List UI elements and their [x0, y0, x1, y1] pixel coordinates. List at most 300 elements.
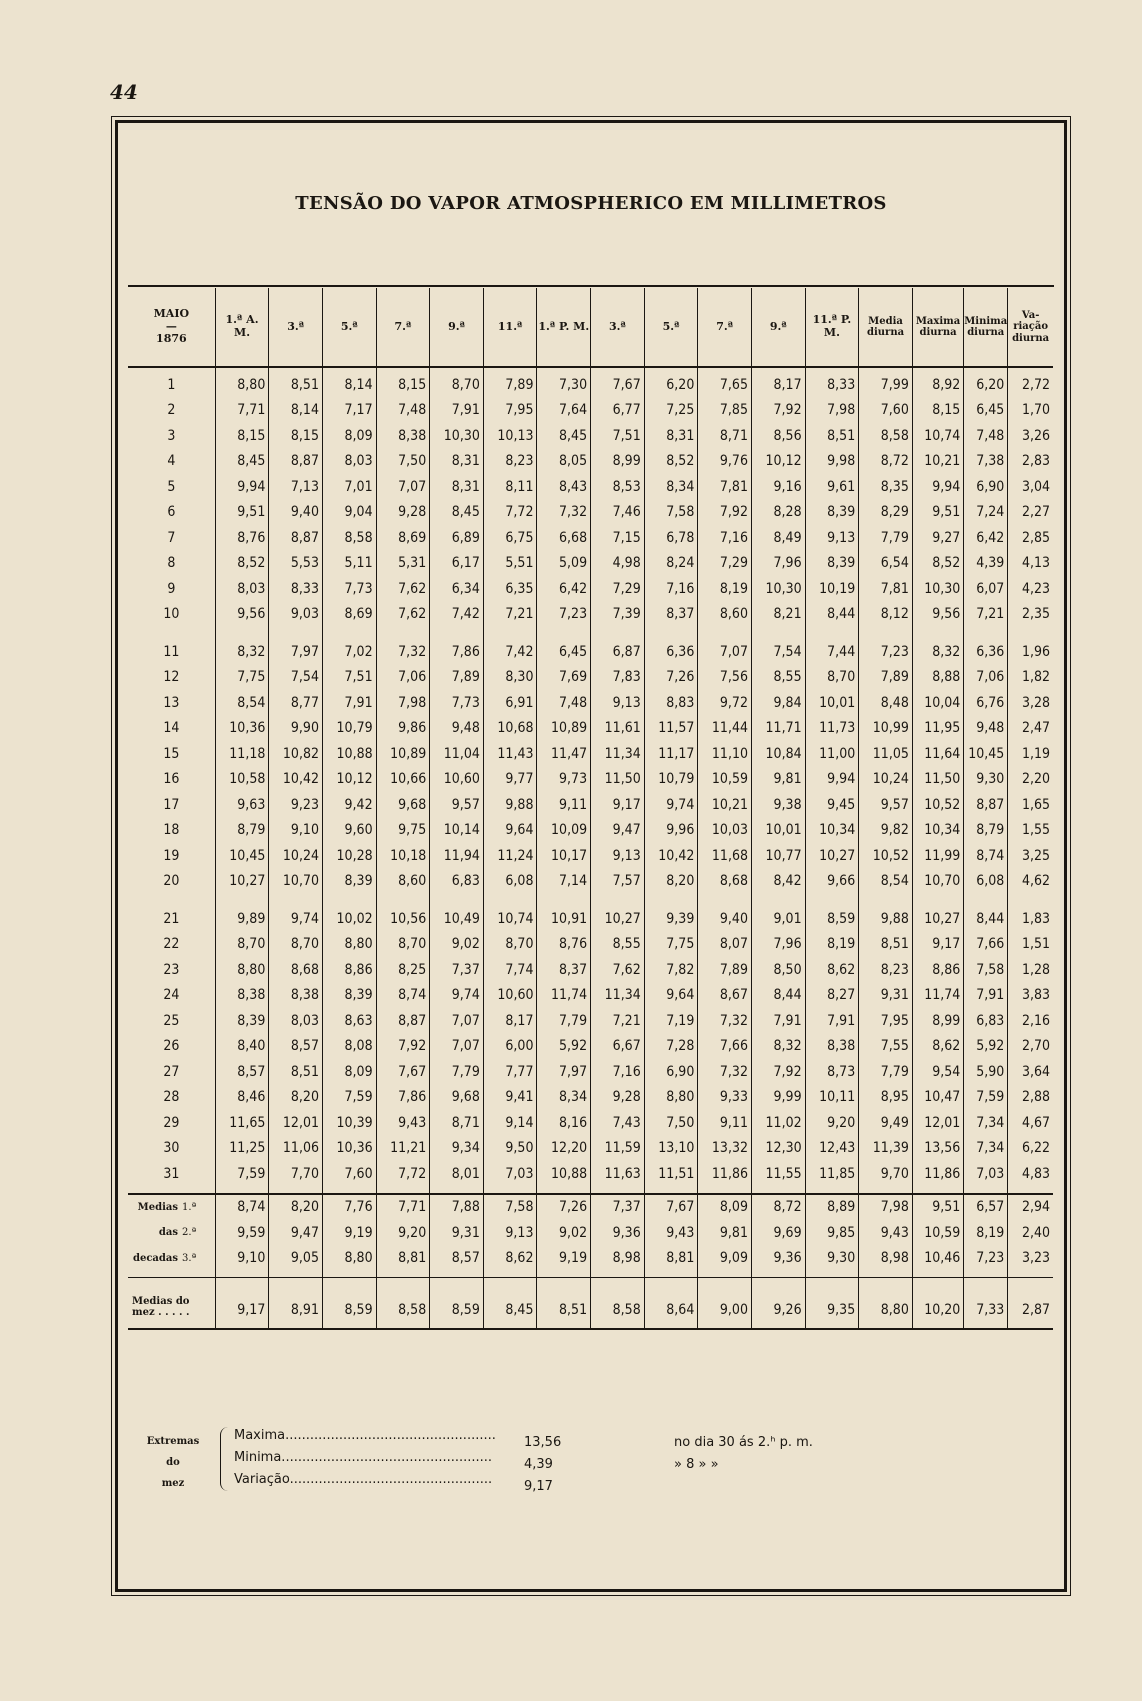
spacer-cell	[912, 1324, 963, 1329]
value-cell: 7,73	[430, 690, 484, 716]
extreme-value: 13,56	[524, 1435, 562, 1450]
value-cell: 10,27	[591, 906, 645, 932]
spacer-cell	[964, 1324, 1008, 1329]
value-cell: 8,60	[698, 602, 752, 628]
spacer-cell	[322, 1187, 376, 1194]
value-cell: 7,65	[698, 367, 752, 398]
value-cell: 7,88	[430, 1194, 484, 1221]
value-cell: 10,60	[483, 983, 537, 1009]
value-cell: 10,74	[483, 906, 537, 932]
value-cell: 7,23	[537, 602, 591, 628]
value-cell: 7,58	[644, 500, 698, 526]
header-col: 1.ª A. M.	[215, 288, 269, 367]
value-cell: 7,01	[322, 474, 376, 500]
value-cell: 7,29	[698, 551, 752, 577]
value-cell: 9,16	[751, 474, 805, 500]
value-cell: 8,72	[751, 1194, 805, 1221]
value-cell: 8,52	[912, 551, 963, 577]
value-cell: 13,56	[912, 1136, 963, 1162]
header-col: 3.ª	[591, 288, 645, 367]
value-cell: 11,95	[912, 716, 963, 742]
value-cell: 8,38	[376, 423, 430, 449]
value-cell: 7,50	[644, 1110, 698, 1136]
value-cell: 9,63	[215, 792, 269, 818]
value-cell: 8,60	[376, 869, 430, 895]
value-cell: 8,28	[751, 500, 805, 526]
table-row	[128, 690, 1053, 716]
spacer-cell	[128, 1324, 215, 1329]
value-cell: 7,16	[591, 1059, 645, 1085]
value-cell: 8,81	[644, 1246, 698, 1272]
value-cell: 10,56	[376, 906, 430, 932]
value-cell: 9,85	[805, 1220, 859, 1246]
value-cell: 9,28	[376, 500, 430, 526]
value-cell: 12,01	[269, 1110, 323, 1136]
value-cell: 4,39	[964, 551, 1008, 577]
value-cell: 8,86	[912, 957, 963, 983]
day-cell: 10	[128, 602, 215, 628]
value-cell: 6,83	[430, 869, 484, 895]
value-cell: 8,89	[805, 1194, 859, 1221]
value-cell: 8,79	[215, 818, 269, 844]
mez-row	[128, 1278, 1053, 1325]
value-cell: 11,18	[215, 741, 269, 767]
value-cell: 1,83	[1021, 910, 1050, 927]
spacer-cell	[1008, 1187, 1053, 1194]
value-cell: 9,17	[591, 792, 645, 818]
value-cell: 11,61	[591, 716, 645, 742]
value-cell: 7,57	[591, 869, 645, 895]
value-cell: 9,96	[644, 818, 698, 844]
value-cell: 8,44	[964, 906, 1008, 932]
spacer-cell	[537, 627, 591, 639]
value-cell: 11,24	[483, 843, 537, 869]
value-cell: 9,47	[591, 818, 645, 844]
value-cell: 7,59	[964, 1085, 1008, 1111]
value-cell: 8,91	[269, 1278, 323, 1325]
value-cell: 10,79	[644, 767, 698, 793]
value-cell: 9,43	[376, 1110, 430, 1136]
value-cell: 7,21	[483, 602, 537, 628]
extreme-value: 9,17	[524, 1479, 553, 1494]
value-cell: 7,69	[537, 665, 591, 691]
value-cell: 9,57	[859, 792, 913, 818]
table-row	[128, 551, 1053, 577]
value-cell: 7,48	[376, 398, 430, 424]
value-cell: 10,30	[912, 576, 963, 602]
value-cell: 9,72	[698, 690, 752, 716]
value-cell: 7,59	[322, 1085, 376, 1111]
spacer-cell	[537, 894, 591, 906]
value-cell: 8,19	[964, 1220, 1008, 1246]
value-cell: 12,01	[912, 1110, 963, 1136]
value-cell: 8,80	[322, 1246, 376, 1272]
value-cell: 9,88	[483, 792, 537, 818]
value-cell: 10,45	[215, 843, 269, 869]
value-cell: 8,57	[430, 1246, 484, 1272]
value-cell: 7,17	[322, 398, 376, 424]
extremes-label-line: mez	[161, 1478, 185, 1489]
value-cell: 4,83	[1021, 1165, 1050, 1182]
header-col: Minima diurna	[964, 288, 1008, 367]
value-cell: 10,01	[751, 818, 805, 844]
value-cell: 7,42	[483, 639, 537, 665]
value-cell: 7,23	[859, 639, 913, 665]
brace	[220, 1427, 229, 1491]
value-cell: 9,94	[215, 474, 269, 500]
value-cell: 1,82	[1021, 669, 1050, 686]
table-row	[128, 869, 1053, 895]
value-cell: 8,29	[859, 500, 913, 526]
table-row	[128, 525, 1053, 551]
header-col: 7.ª	[698, 288, 752, 367]
value-cell: 7,70	[269, 1161, 323, 1187]
value-cell: 10,24	[269, 843, 323, 869]
value-cell: 9,39	[644, 906, 698, 932]
value-cell: 9,48	[964, 716, 1008, 742]
table-row	[128, 423, 1053, 449]
value-cell: 9,30	[964, 767, 1008, 793]
value-cell: 9,47	[269, 1220, 323, 1246]
value-cell: 7,42	[430, 602, 484, 628]
value-cell: 7,77	[483, 1059, 537, 1085]
value-cell: 11,74	[912, 983, 963, 1009]
value-cell: 7,50	[376, 449, 430, 475]
value-cell: 7,91	[751, 1008, 805, 1034]
value-cell: 8,51	[805, 423, 859, 449]
value-cell: 8,73	[805, 1059, 859, 1085]
extreme-row-minima	[234, 1447, 719, 1472]
value-cell: 8,52	[215, 551, 269, 577]
value-cell: 7,89	[859, 665, 913, 691]
extremes-label-line: Extremas	[146, 1436, 200, 1447]
day-cell: 1	[128, 367, 215, 398]
day-cell: 27	[128, 1059, 215, 1085]
value-cell: 8,30	[483, 665, 537, 691]
value-cell: 7,89	[483, 367, 537, 398]
value-cell: 11,39	[859, 1136, 913, 1162]
value-cell: 5,09	[537, 551, 591, 577]
value-cell: 9,30	[805, 1246, 859, 1272]
value-cell: 7,32	[698, 1059, 752, 1085]
value-cell: 8,32	[912, 639, 963, 665]
spacer-cell	[376, 1324, 430, 1329]
value-cell: 7,33	[964, 1278, 1008, 1325]
value-cell: 7,23	[964, 1246, 1008, 1272]
decada-label-cell	[128, 1246, 215, 1272]
spacer-cell	[430, 1187, 484, 1194]
value-cell: 10,82	[269, 741, 323, 767]
value-cell: 7,82	[644, 957, 698, 983]
value-cell: 8,70	[805, 665, 859, 691]
value-cell: 8,34	[644, 474, 698, 500]
value-cell: 8,16	[537, 1110, 591, 1136]
value-cell: 8,62	[483, 1246, 537, 1272]
day-cell: 11	[128, 639, 215, 665]
header-col: 3.ª	[269, 288, 323, 367]
separator-row	[128, 627, 1053, 639]
value-cell: 9,82	[859, 818, 913, 844]
day-cell: 2	[128, 398, 215, 424]
value-cell: 8,83	[644, 690, 698, 716]
value-cell: 11,63	[591, 1161, 645, 1187]
value-cell: 8,45	[215, 449, 269, 475]
value-cell: 8,62	[912, 1034, 963, 1060]
value-cell: 11,57	[644, 716, 698, 742]
value-cell: 9,35	[805, 1278, 859, 1325]
value-cell: 1,51	[1021, 936, 1050, 953]
value-cell: 7,97	[269, 639, 323, 665]
value-cell: 2,94	[1021, 1199, 1050, 1216]
value-cell: 9,13	[591, 690, 645, 716]
value-cell: 8,15	[376, 367, 430, 398]
value-cell: 8,08	[322, 1034, 376, 1060]
table-row	[128, 792, 1053, 818]
value-cell: 8,43	[537, 474, 591, 500]
value-cell: 8,05	[537, 449, 591, 475]
value-cell: 3,26	[1021, 427, 1050, 444]
value-cell: 8,24	[644, 551, 698, 577]
value-cell: 10,01	[805, 690, 859, 716]
value-cell: 1,70	[1021, 402, 1050, 419]
table-row	[128, 1161, 1053, 1187]
spacer-cell	[751, 894, 805, 906]
value-cell: 7,62	[591, 957, 645, 983]
value-cell: 8,38	[805, 1034, 859, 1060]
value-cell: 8,14	[269, 398, 323, 424]
value-cell: 8,81	[376, 1246, 430, 1272]
table-row	[128, 449, 1053, 475]
table-row	[128, 741, 1053, 767]
value-cell: 8,88	[912, 665, 963, 691]
value-cell: 9,75	[376, 818, 430, 844]
header-col: 5.ª	[644, 288, 698, 367]
decada-row	[128, 1246, 1053, 1272]
value-cell: 7,79	[859, 525, 913, 551]
value-cell: 7,98	[376, 690, 430, 716]
value-cell: 11,05	[859, 741, 913, 767]
value-cell: 9,86	[376, 716, 430, 742]
value-cell: 9,77	[483, 767, 537, 793]
value-cell: 8,70	[483, 932, 537, 958]
value-cell: 10,18	[376, 843, 430, 869]
value-cell: 9,11	[698, 1110, 752, 1136]
value-cell: 8,51	[537, 1278, 591, 1325]
value-cell: 8,34	[537, 1085, 591, 1111]
value-cell: 8,80	[859, 1278, 913, 1325]
value-cell: 9,11	[537, 792, 591, 818]
value-cell: 11,25	[215, 1136, 269, 1162]
value-cell: 11,51	[644, 1161, 698, 1187]
value-cell: 10,24	[859, 767, 913, 793]
value-cell: 2,47	[1021, 720, 1050, 737]
spacer-cell	[376, 1187, 430, 1194]
value-cell: 8,15	[912, 398, 963, 424]
spacer-cell	[912, 627, 963, 639]
value-cell: 8,62	[805, 957, 859, 983]
value-cell: 9,51	[912, 500, 963, 526]
value-cell: 1,28	[1021, 961, 1050, 978]
value-cell: 7,48	[537, 690, 591, 716]
value-cell: 8,17	[751, 367, 805, 398]
value-cell: 2,85	[1021, 529, 1050, 546]
value-cell: 8,98	[591, 1246, 645, 1272]
value-cell: 10,58	[215, 767, 269, 793]
value-cell: 9,40	[698, 906, 752, 932]
header-col: 11.ª P. M.	[805, 288, 859, 367]
table-row	[128, 1034, 1053, 1060]
value-cell: 4,13	[1021, 555, 1050, 572]
value-cell: 9,13	[483, 1220, 537, 1246]
value-cell: 10,46	[912, 1246, 963, 1272]
value-cell: 7,55	[859, 1034, 913, 1060]
spacer-cell	[376, 894, 430, 906]
value-cell: 8,59	[430, 1278, 484, 1325]
table-row	[128, 957, 1053, 983]
value-cell: 9,36	[591, 1220, 645, 1246]
value-cell: 7,06	[376, 665, 430, 691]
value-cell: 6,91	[483, 690, 537, 716]
value-cell: 11,34	[591, 983, 645, 1009]
value-cell: 7,32	[537, 500, 591, 526]
value-cell: 8,55	[751, 665, 805, 691]
value-cell: 10,70	[912, 869, 963, 895]
value-cell: 8,09	[698, 1194, 752, 1221]
spacer-cell	[698, 1324, 752, 1329]
value-cell: 8,58	[322, 525, 376, 551]
spacer-cell	[128, 1187, 215, 1194]
value-cell: 7,67	[376, 1059, 430, 1085]
value-cell: 7,91	[805, 1008, 859, 1034]
value-cell: 4,67	[1021, 1114, 1050, 1131]
value-cell: 9,73	[537, 767, 591, 793]
value-cell: 8,46	[215, 1085, 269, 1111]
value-cell: 9,60	[322, 818, 376, 844]
value-cell: 7,92	[751, 398, 805, 424]
value-cell: 7,92	[376, 1034, 430, 1060]
header-col: Va- riação diurna	[1008, 288, 1053, 367]
value-cell: 6,90	[644, 1059, 698, 1085]
value-cell: 9,81	[751, 767, 805, 793]
value-cell: 8,77	[269, 690, 323, 716]
value-cell: 11,34	[591, 741, 645, 767]
value-cell: 9,02	[537, 1220, 591, 1246]
value-cell: 8,45	[537, 423, 591, 449]
value-cell: 7,24	[964, 500, 1008, 526]
header-date	[128, 288, 215, 367]
spacer-cell	[322, 894, 376, 906]
value-cell: 9,31	[430, 1220, 484, 1246]
value-cell: 6,68	[537, 525, 591, 551]
header-year: 1876	[156, 332, 187, 346]
value-cell: 3,25	[1021, 847, 1050, 864]
value-cell: 9,10	[215, 1246, 269, 1272]
value-cell: 8,35	[859, 474, 913, 500]
day-cell: 5	[128, 474, 215, 500]
value-cell: 6,87	[591, 639, 645, 665]
header-col: Media diurna	[859, 288, 913, 367]
day-cell: 16	[128, 767, 215, 793]
header-col: 9.ª	[751, 288, 805, 367]
value-cell: 7,98	[805, 398, 859, 424]
value-cell: 8,39	[805, 551, 859, 577]
value-cell: 9,26	[751, 1278, 805, 1325]
value-cell: 8,25	[376, 957, 430, 983]
spacer-cell	[1008, 627, 1053, 639]
value-cell: 2,20	[1021, 771, 1050, 788]
value-cell: 2,35	[1021, 606, 1050, 623]
value-cell: 11,17	[644, 741, 698, 767]
header-row	[128, 288, 1053, 367]
spacer-cell	[751, 1324, 805, 1329]
value-cell: 7,07	[430, 1034, 484, 1060]
day-cell: 8	[128, 551, 215, 577]
spacer-cell	[912, 1187, 963, 1194]
value-cell: 8,40	[215, 1034, 269, 1060]
value-cell: 7,64	[537, 398, 591, 424]
value-cell: 8,68	[698, 869, 752, 895]
value-cell: 7,62	[376, 576, 430, 602]
value-cell: 10,21	[912, 449, 963, 475]
value-cell: 8,54	[215, 690, 269, 716]
value-cell: 8,52	[644, 449, 698, 475]
value-cell: 3,23	[1021, 1250, 1050, 1267]
value-cell: 6,45	[537, 639, 591, 665]
value-cell: 7,21	[964, 602, 1008, 628]
spacer-cell	[322, 627, 376, 639]
value-cell: 11,55	[751, 1161, 805, 1187]
value-cell: 5,92	[537, 1034, 591, 1060]
spacer-cell	[537, 1324, 591, 1329]
value-cell: 9,19	[537, 1246, 591, 1272]
value-cell: 9,51	[215, 500, 269, 526]
extreme-note: no dia 30 ás 2.ʰ p. m.	[674, 1435, 813, 1450]
value-cell: 7,66	[698, 1034, 752, 1060]
value-cell: 5,51	[483, 551, 537, 577]
table-row	[128, 843, 1053, 869]
value-cell: 10,02	[322, 906, 376, 932]
table-row	[128, 818, 1053, 844]
value-cell: 8,69	[376, 525, 430, 551]
value-cell: 8,39	[215, 1008, 269, 1034]
value-cell: 7,06	[964, 665, 1008, 691]
spacer-cell	[751, 1187, 805, 1194]
value-cell: 11,64	[912, 741, 963, 767]
value-cell: 11,04	[430, 741, 484, 767]
spacer-cell	[591, 627, 645, 639]
day-cell: 17	[128, 792, 215, 818]
spacer-cell	[483, 894, 537, 906]
value-cell: 6,20	[964, 367, 1008, 398]
value-cell: 8,19	[805, 932, 859, 958]
decada-ordinal: 1.ª	[182, 1201, 197, 1213]
value-cell: 7,92	[698, 500, 752, 526]
value-cell: 8,51	[269, 1059, 323, 1085]
value-cell: 5,31	[376, 551, 430, 577]
value-cell: 8,80	[215, 367, 269, 398]
value-cell: 7,56	[698, 665, 752, 691]
value-cell: 7,99	[859, 367, 913, 398]
value-cell: 11,06	[269, 1136, 323, 1162]
value-cell: 8,58	[859, 423, 913, 449]
value-cell: 8,51	[269, 367, 323, 398]
value-cell: 10,52	[859, 843, 913, 869]
value-cell: 10,39	[322, 1110, 376, 1136]
day-cell: 4	[128, 449, 215, 475]
value-cell: 10,60	[430, 767, 484, 793]
table-row	[128, 576, 1053, 602]
value-cell: 9,03	[269, 602, 323, 628]
